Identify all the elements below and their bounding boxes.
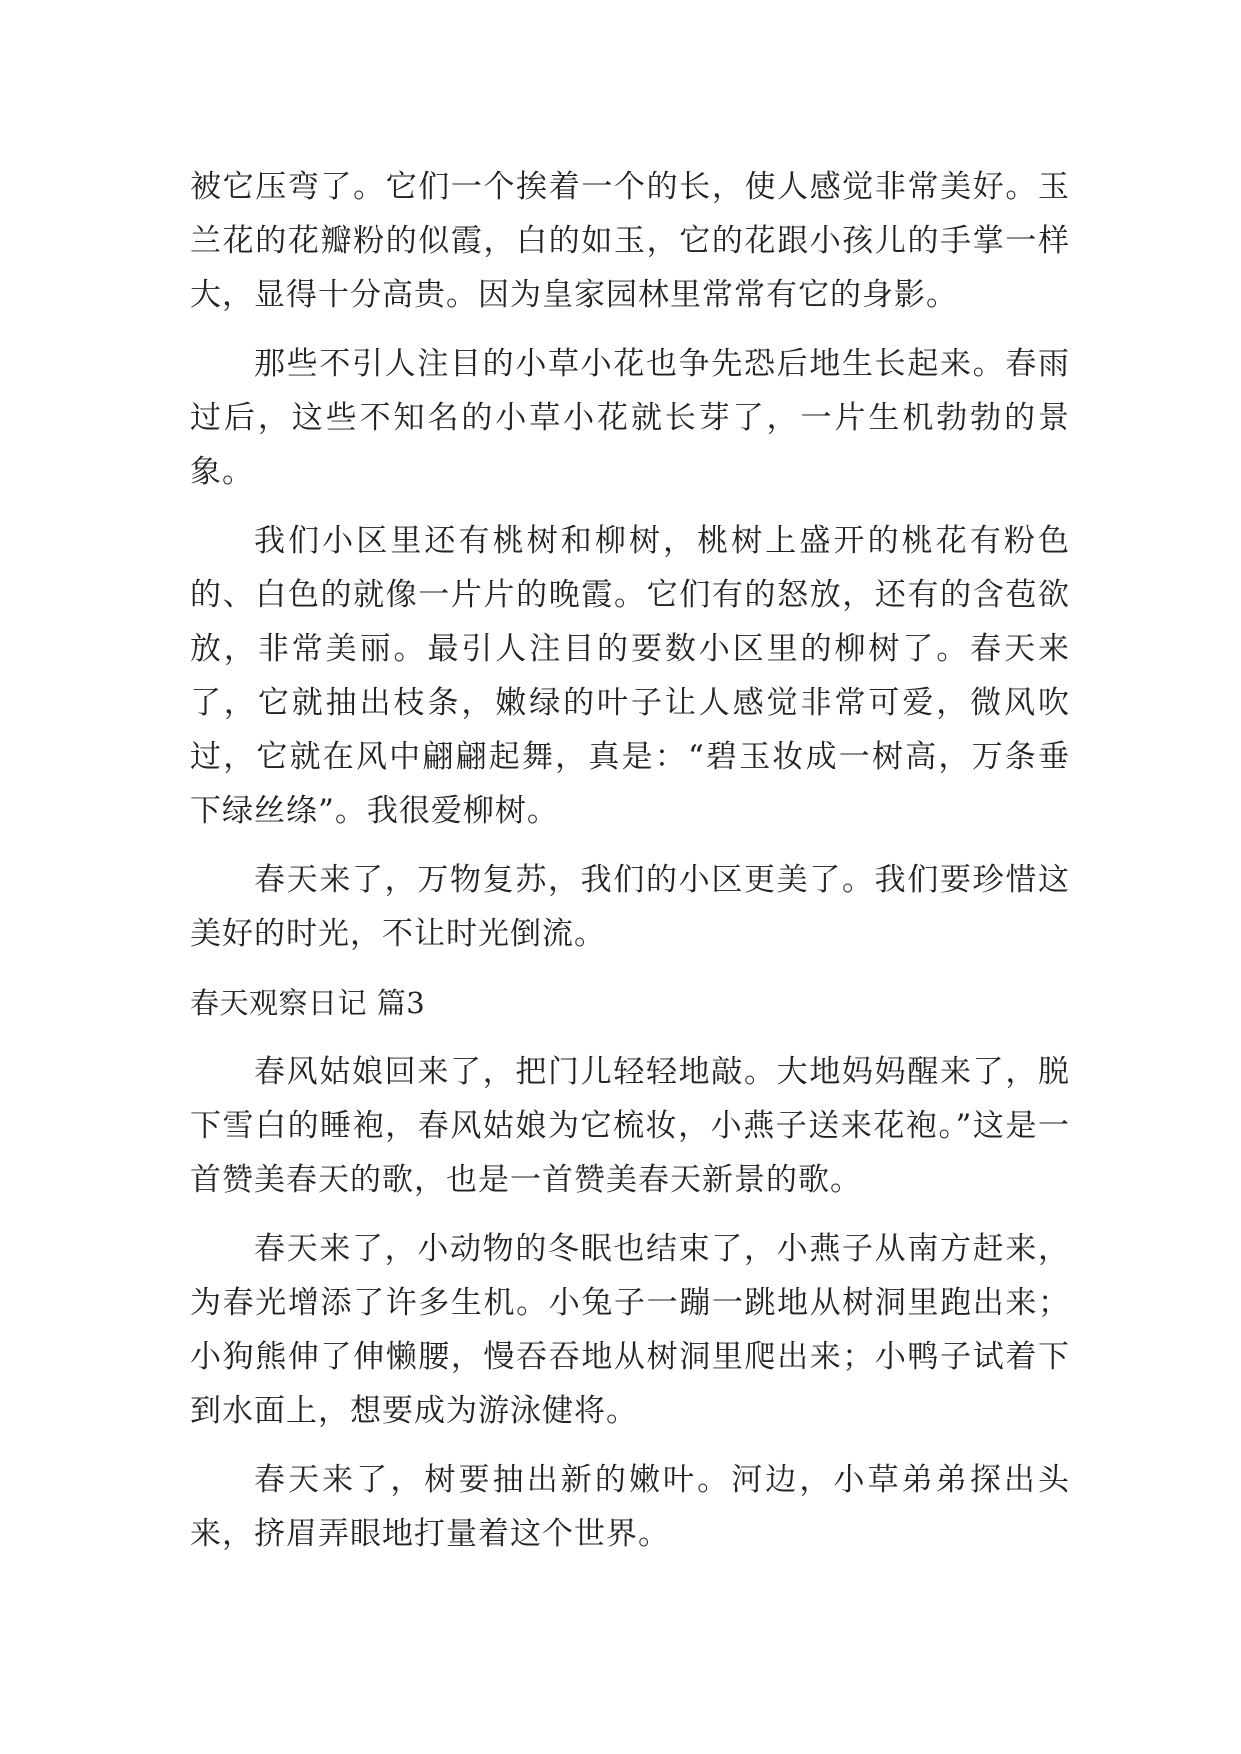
paragraph-6: 春天来了，小动物的冬眠也结束了，小燕子从南方赶来，为春光增添了许多生机。小兔子一蹦一跳地从树洞里跑出来；小狗熊伸了伸懒腰，慢吞吞地从树洞里爬出来；小鸭子试着下到水面上，想要成为游泳健将。 [190, 1231, 1070, 1429]
document-body [190, 160, 1070, 1576]
paragraph-3: 我们小区里还有桃树和柳树，桃树上盛开的桃花有粉色的、白色的就像一片片的晚霞。它们有的怒放，还有的含苞欲放，非常美丽。最引人注目的要数小区里的柳树了。春天来了，它就抽出枝条，嫩绿的叶子让人感觉非常可爱，微风吹过，它就在风中翩翩起舞，真是：“碧玉妆成一树高，万条垂下绿丝绦”。我很爱柳树。 [190, 523, 1070, 829]
paragraph-7: 春天来了，树要抽出新的嫩叶。河边，小草弟弟探出头来，挤眉弄眼地打量着这个世界。 [190, 1462, 1070, 1552]
section-heading: 春天观察日记 篇3 [190, 986, 426, 1020]
paragraph-5: 春风姑娘回来了，把门儿轻轻地敲。大地妈妈醒来了，脱下雪白的睡袍，春风姑娘为它梳妆，小燕子送来花袍。”这是一首赞美春天的歌，也是一首赞美春天新景的歌。 [190, 1054, 1070, 1198]
paragraph-2: 那些不引人注目的小草小花也争先恐后地生长起来。春雨过后，这些不知名的小草小花就长芽了，一片生机勃勃的景象。 [190, 346, 1070, 490]
paragraph-4: 春天来了，万物复苏，我们的小区更美了。我们要珍惜这美好的时光，不让时光倒流。 [190, 862, 1070, 952]
paragraph-1: 被它压弯了。它们一个挨着一个的长，使人感觉非常美好。玉兰花的花瓣粉的似霞，白的如玉，它的花跟小孩儿的手掌一样大，显得十分高贵。因为皇家园林里常常有它的身影。 [190, 169, 1070, 313]
